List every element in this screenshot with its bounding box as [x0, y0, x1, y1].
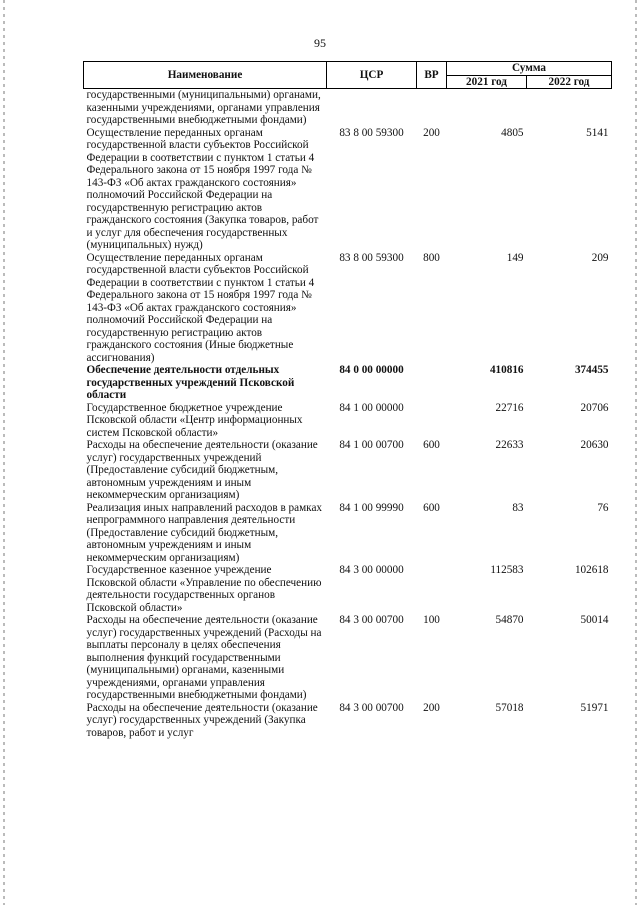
row-csr: 84 3 00 00700 [339, 614, 404, 626]
row-vr: 100 [423, 614, 440, 626]
row-sum-2022: 20630 [580, 439, 609, 451]
row-vr [417, 564, 447, 614]
row-name: Осуществление переданных органам государственной власти субъектов Российской Федерации в соответствии с пунктом 1 статьи 4 Федерального закона от 15 ноября 1997 года № 143-ФЗ «Об актах гражданского состояния» полномочий Российской Федерации на государственную регистрацию актов гражданского состояния (Иные бюджетные ассигнования) [86, 251, 315, 364]
table-row [84, 439, 612, 502]
row-sum-2022: 76 [597, 501, 609, 514]
row-sum-2021: 112583 [490, 564, 524, 576]
row-csr [327, 89, 417, 127]
row-csr: 84 1 00 99990 [339, 501, 404, 514]
budget-table [83, 61, 612, 739]
row-name: Расходы на обеспечение деятельности (оказание услуг) государственных учреждений (Расходы на выплаты персоналу в целях обеспечения выполнения функций государственными (муниципальными) органами, казенными учреждениями, органами управления государственными внебюджетными фондами) [86, 614, 322, 701]
row-vr: 600 [423, 439, 440, 451]
row-csr: 84 3 00 00700 [339, 701, 404, 714]
row-sum-2021: 149 [506, 251, 524, 264]
table-row [84, 702, 612, 740]
row-csr: 83 8 00 59300 [339, 126, 404, 139]
row-sum-2021: 410816 [489, 364, 524, 376]
row-vr: 800 [423, 251, 440, 264]
row-name: Расходы на обеспечение деятельности (оказание услуг) государственных учреждений (Закупка товаров, работ и услуг [86, 701, 318, 739]
header-vr: ВР [417, 62, 447, 89]
row-sum-2022: 20706 [580, 401, 609, 414]
row-name: Обеспечение деятельности отдельных государственных учреждений Псковской области [86, 364, 295, 401]
table-row [84, 614, 612, 702]
row-sum-2022: 374455 [574, 364, 609, 376]
header-year-2022: 2022 год [527, 75, 612, 89]
row-vr: 200 [423, 126, 440, 139]
row-sum-2021: 57018 [495, 701, 524, 714]
table-row [84, 127, 612, 252]
row-sum-2021: 83 [512, 501, 524, 514]
row-name: Реализация иных направлений расходов в рамках непрограммного направления деятельности (Предоставление субсидий бюджетным, автономным учреждениям и иным некоммерческим организациям) [86, 501, 323, 564]
header-sum: Сумма [447, 62, 612, 76]
row-sum-2021: 54870 [495, 614, 524, 626]
row-csr: 84 3 00 00000 [339, 564, 404, 576]
row-sum-2022: 5141 [586, 126, 609, 139]
table-row [84, 502, 612, 565]
page-number: 95 [314, 36, 326, 50]
table-row [84, 402, 612, 440]
row-csr: 84 1 00 00700 [339, 439, 404, 451]
row-name: Государственное бюджетное учреждение Псковской области «Центр информационных систем Псковской области» [86, 401, 303, 439]
table-row [84, 252, 612, 365]
table-row [84, 89, 612, 127]
header-year-2021: 2021 год [447, 75, 527, 89]
row-sum-2021: 22633 [495, 439, 524, 451]
row-sum-2022: 50014 [580, 614, 609, 626]
table-row [84, 364, 612, 402]
table-header [84, 62, 612, 89]
row-name: Осуществление переданных органам государственной власти субъектов Российской Федерации в соответствии с пунктом 1 статьи 4 Федерального закона от 15 ноября 1997 года № 143-ФЗ «Об актах гражданского состояния» полномочий Российской Федерации на государственную регистрацию актов гражданского состояния (Закупка товаров, работ и услуг для обеспечения государственных (муниципальных) нужд) [86, 126, 319, 251]
row-sum-2021 [447, 89, 527, 127]
row-csr: 84 0 00 00000 [339, 364, 404, 376]
row-sum-2021: 4805 [501, 126, 524, 139]
row-name: государственными (муниципальными) органами, казенными учреждениями, органами управления государственными внебюджетными фондами) [86, 89, 321, 126]
row-vr: 200 [423, 701, 440, 714]
row-vr: 600 [423, 501, 440, 514]
row-sum-2022: 51971 [580, 701, 609, 714]
row-sum-2022: 102618 [574, 564, 609, 576]
table-body [84, 89, 612, 740]
row-vr [417, 364, 447, 402]
row-name: Государственное казенное учреждение Псковской области «Управление по обеспечению деятельности государственных органов Псковской области» [86, 564, 322, 614]
right-scan-edge [635, 0, 637, 905]
row-csr: 84 1 00 00000 [339, 401, 404, 414]
row-vr [417, 402, 447, 440]
row-vr [417, 89, 447, 127]
header-csr: ЦСР [327, 62, 417, 89]
row-sum-2022 [527, 89, 612, 127]
row-name: Расходы на обеспечение деятельности (оказание услуг) государственных учреждений (Предоставление субсидий бюджетным, автономным учреждениям и иным некоммерческим организациям) [86, 439, 318, 501]
row-csr: 83 8 00 59300 [339, 251, 404, 264]
row-sum-2021: 22716 [495, 401, 524, 414]
table-row [84, 564, 612, 614]
header-name: Наименование [84, 62, 327, 89]
row-sum-2022: 209 [591, 251, 609, 264]
left-scan-edge [3, 0, 5, 905]
